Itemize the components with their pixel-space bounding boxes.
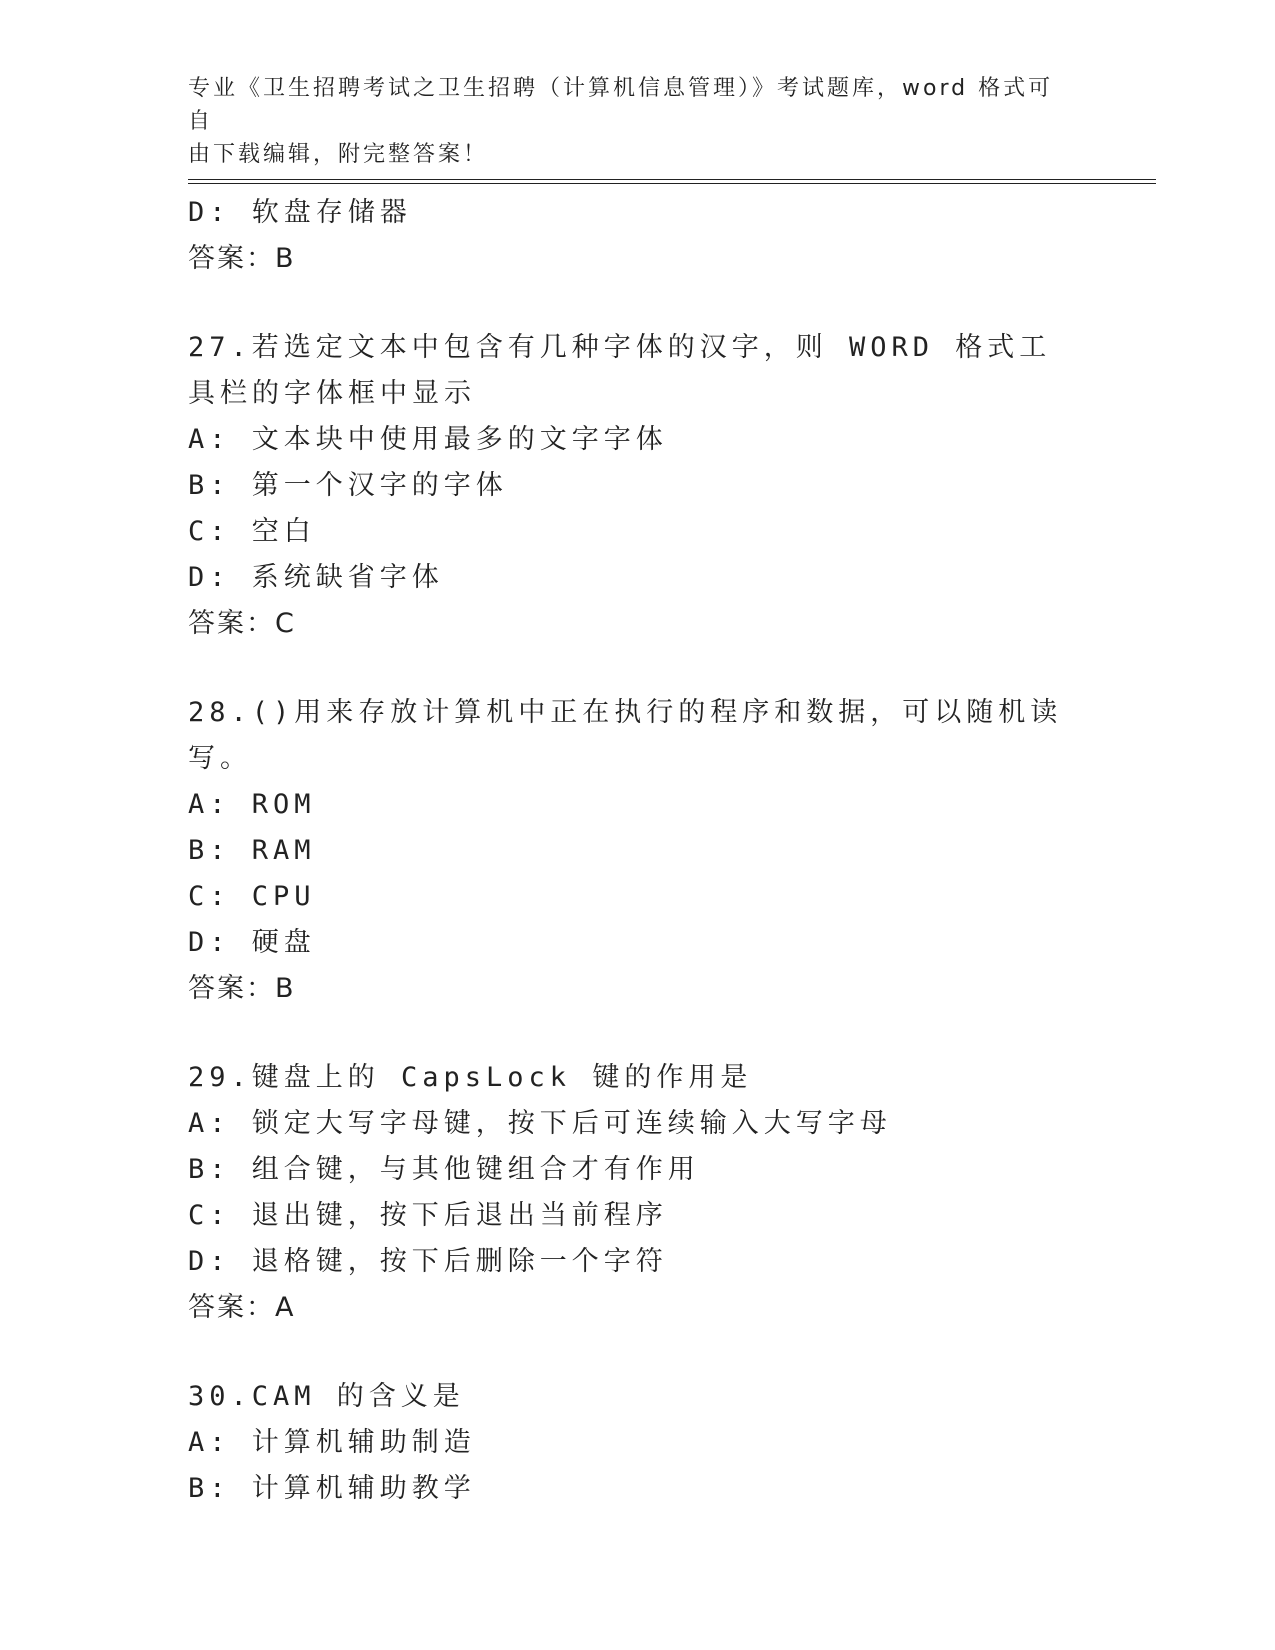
question-text: 29.键盘上的 CapsLock 键的作用是 <box>188 1062 753 1093</box>
question-29 <box>188 1055 1088 1331</box>
question-30 <box>188 1374 1088 1512</box>
option-b: B: RAM <box>188 835 316 866</box>
question-list <box>188 190 1088 1512</box>
option-b: B: 计算机辅助教学 <box>188 1473 476 1504</box>
option-b: B: 组合键，与其他键组合才有作用 <box>188 1154 700 1185</box>
question-text: 27.若选定文本中包含有几种字体的汉字，则 WORD 格式工具栏的字体框中显示 <box>188 332 1052 409</box>
continuation-option-d: D: 软盘存储器 <box>188 197 412 228</box>
question-28 <box>188 690 1088 1012</box>
option-a: A: 计算机辅助制造 <box>188 1427 476 1458</box>
header-line-1: 专业《卫生招聘考试之卫生招聘（计算机信息管理）》考试题库，word 格式可自 <box>188 76 1054 134</box>
option-d: D: 系统缺省字体 <box>188 562 444 593</box>
answer: 答案：C <box>188 608 296 639</box>
option-a: A: 文本块中使用最多的文字字体 <box>188 424 668 455</box>
option-d: D: 硬盘 <box>188 927 316 958</box>
question-text: 30.CAM 的含义是 <box>188 1381 465 1412</box>
option-a: A: ROM <box>188 789 316 820</box>
document-header <box>188 72 1068 171</box>
option-c: C: 空白 <box>188 516 316 547</box>
option-d: D: 退格键，按下后删除一个字符 <box>188 1246 668 1277</box>
option-c: C: CPU <box>188 881 316 912</box>
option-a: A: 锁定大写字母键，按下后可连续输入大写字母 <box>188 1108 892 1139</box>
question-27 <box>188 325 1088 647</box>
option-c: C: 退出键，按下后退出当前程序 <box>188 1200 668 1231</box>
answer: 答案：B <box>188 973 296 1004</box>
header-line-2: 由下载编辑，附完整答案！ <box>188 142 489 167</box>
header-rule-top <box>188 179 1156 180</box>
option-b: B: 第一个汉字的字体 <box>188 470 508 501</box>
answer: 答案：A <box>188 1292 296 1323</box>
continuation-answer: 答案：B <box>188 243 296 274</box>
question-text: 28.()用来存放计算机中正在执行的程序和数据，可以随机读写。 <box>188 697 1063 774</box>
header-rule-bottom <box>188 183 1156 184</box>
